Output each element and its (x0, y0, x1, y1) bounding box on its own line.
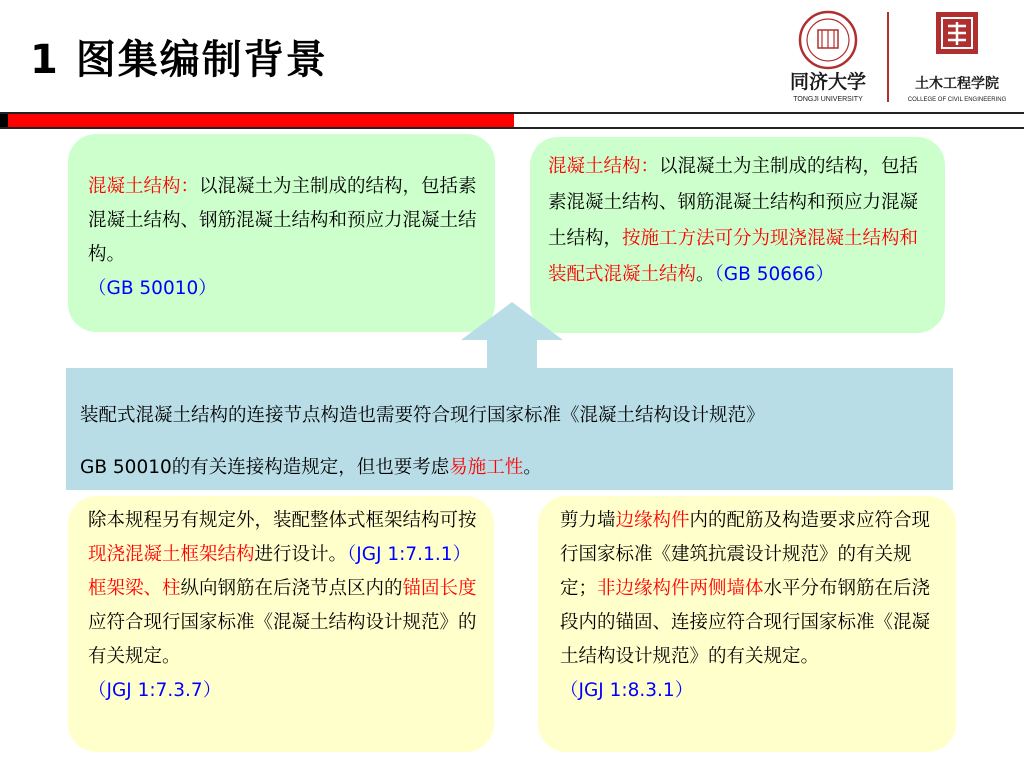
title-bar-red (0, 114, 514, 127)
title-divider-bar (0, 112, 1024, 129)
rule-text: 剪力墙 (560, 510, 616, 531)
reference-code: （GB 50666） (714, 264, 835, 285)
cast-in-place-frame-highlight: 现浇混凝土框架结构 (88, 544, 255, 565)
term-label: 混凝土结构： (548, 156, 660, 177)
connection-requirement-band (66, 368, 953, 490)
band-text: GB 50010的有关连接构造规定，但也要考虑 (80, 457, 450, 478)
rule-text: 水平分布钢筋在后浇段内的锚固、连接应符合现行国家标准《混凝土结构设计规范》的有关规定。 (560, 578, 931, 667)
definition-text: 以混凝土为主制成的结构，包括素混凝土结构、钢筋混凝土结构和预应力混凝土结构。 (88, 176, 477, 265)
college-name: 土木工程学院 (915, 76, 999, 92)
non-boundary-wall-highlight: 非边缘构件两侧墙体 (597, 578, 764, 599)
up-arrow-icon (461, 302, 563, 372)
reference-code: （JGJ 1:7.3.7） (88, 680, 222, 701)
band-end: 。 (523, 457, 542, 478)
band-line-2 (80, 442, 943, 494)
definition-text: 以混凝土为主制成的结构，包括素混凝土结构、钢筋混凝土结构和预应力混凝土结构， (548, 156, 919, 249)
rule-text: 纵向钢筋在后浇节点区内的 (180, 578, 403, 599)
boundary-element-highlight: 边缘构件 (615, 510, 690, 531)
logos (770, 8, 1020, 106)
college-en: COLLEGE OF CIVIL ENGINEERING (907, 97, 1007, 103)
title-bar-black (0, 114, 8, 127)
reference-code: （GB 50010） (88, 278, 217, 299)
tongji-name: 同济大学 (789, 71, 867, 93)
reference-code: （JGJ 1:7.1.1） (347, 544, 471, 565)
beam-column-highlight: 框架梁、柱 (88, 578, 181, 599)
definition-box-gb50666 (530, 137, 945, 333)
frame-structure-box (68, 496, 494, 752)
shear-wall-box (538, 496, 956, 752)
college-emblem-icon (936, 12, 978, 54)
page-title: 1 图集编制背景 (30, 37, 328, 83)
rule-text: 进行设计。 (254, 544, 348, 565)
reference-code: （JGJ 1:8.3.1） (560, 680, 694, 701)
band-line-1: 装配式混凝土结构的连接节点构造也需要符合现行国家标准《混凝土结构设计规范》 (80, 405, 765, 426)
constructability-highlight: 易施工性 (449, 457, 524, 478)
definition-box-gb50010 (68, 134, 495, 332)
tongji-seal-icon (800, 12, 856, 68)
construction-method-highlight: 按施工方法可分为现浇混凝土结构和装配式混凝土结构 (548, 228, 919, 285)
rule-text: 除本规程另有规定外，装配整体式框架结构可按 (88, 510, 477, 531)
rule-text: 内的配筋及构造要求应符合现行国家标准《建筑抗震设计规范》的有关规定； (560, 510, 931, 599)
anchorage-length-highlight: 锚固长度 (402, 578, 477, 599)
tongji-en: TONGJI UNIVERSITY (793, 96, 863, 103)
term-label: 混凝土结构： (88, 176, 200, 197)
sentence-end: 。 (696, 264, 715, 285)
rule-text: 应符合现行国家标准《混凝土结构设计规范》的有关规定。 (88, 612, 477, 667)
